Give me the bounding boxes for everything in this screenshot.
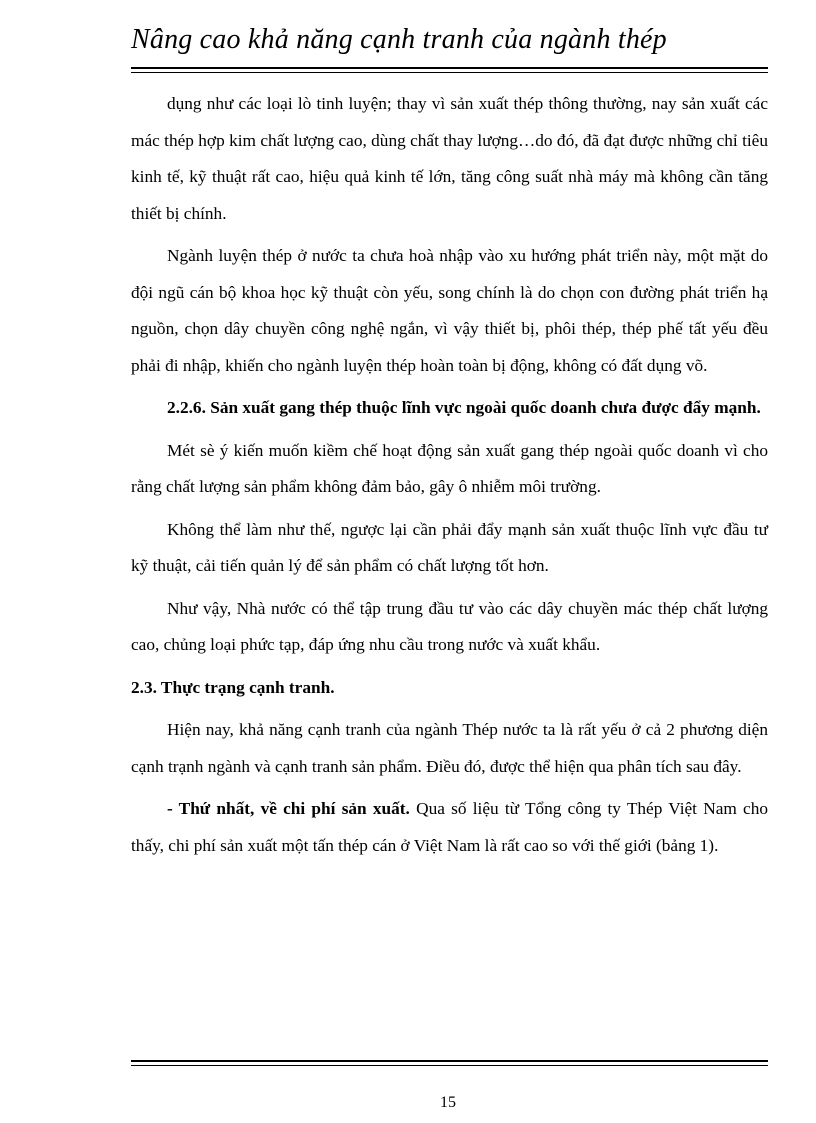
- paragraph-text: Qua số liệu từ Tổng công ty Thép Việt Nam cho thấy, chi phí sản xuất một tấn thép cán ở Việt Nam là rất cao so với thế giới (bảng 1).: [131, 799, 768, 855]
- paragraph: Hiện nay, khả năng cạnh tranh của ngành Thép nước ta là rất yếu ở cả 2 phương diện cạnh trạnh ngành và cạnh tranh sản phẩm. Điều đó, được thể hiện qua phân tích sau đây.: [131, 720, 768, 776]
- paragraph: Mét sè ý kiến muốn kiềm chế hoạt động sản xuất gang thép ngoài quốc doanh vì cho rằng chất lượng sản phẩm không đảm bảo, gây ô nhiễm môi trường.: [131, 440, 768, 496]
- section-heading: 2.3. Thực trạng cạnh tranh.: [131, 677, 335, 697]
- paragraph: Không thể làm như thế, ngược lại cần phải đẩy mạnh sản xuất thuộc lĩnh vực đầu tư kỹ thuật, cải tiến quản lý để sản phẩm có chất lượng tốt hơn.: [131, 519, 768, 575]
- page-header-title: Nâng cao khả năng cạnh tranh của ngành thép: [131, 24, 667, 55]
- paragraph: Như vậy, Nhà nước có thể tập trung đầu tư vào các dây chuyền mác thép chất lượng cao, chủng loại phức tạp, đáp ứng nhu cầu trong nước và xuất khẩu.: [131, 598, 768, 654]
- header-divider: [131, 67, 768, 73]
- paragraph: [131, 791, 768, 864]
- paragraph-lead: - Thứ nhất, về chi phí sản xuất.: [167, 799, 410, 818]
- footer-divider: [131, 1060, 768, 1066]
- page-number: 15: [440, 1094, 456, 1111]
- section-heading: 2.2.6. Sản xuất gang thép thuộc lĩnh vực ngoài quốc doanh chưa được đẩy mạnh.: [167, 398, 761, 417]
- paragraph: dụng như các loại lò tinh luyện; thay vì sản xuất thép thông thường, nay sản xuất các mác thép hợp kim chất lượng cao, dùng chất thay lượng…do đó, đã đạt được những chỉ tiêu kinh tế, kỹ thuật rất cao, hiệu quả kinh tế lớn, tăng công suất nhà máy mà không cần tăng thiết bị chính.: [131, 94, 768, 223]
- document-body: [131, 86, 768, 870]
- paragraph: Ngành luyện thép ở nước ta chưa hoà nhập vào xu hướng phát triển này, một mặt do đội ngũ cán bộ khoa học kỹ thuật còn yếu, song chính là do chọn con đường phát triển hạ nguồn, chọn dây chuyền công nghệ ngắn, vì vậy thiết bị, phôi thép, thép phế tất yếu đều phải đi nhập, khiến cho ngành luyện thép hoàn toàn bị động, không có đất dụng võ.: [131, 246, 768, 375]
